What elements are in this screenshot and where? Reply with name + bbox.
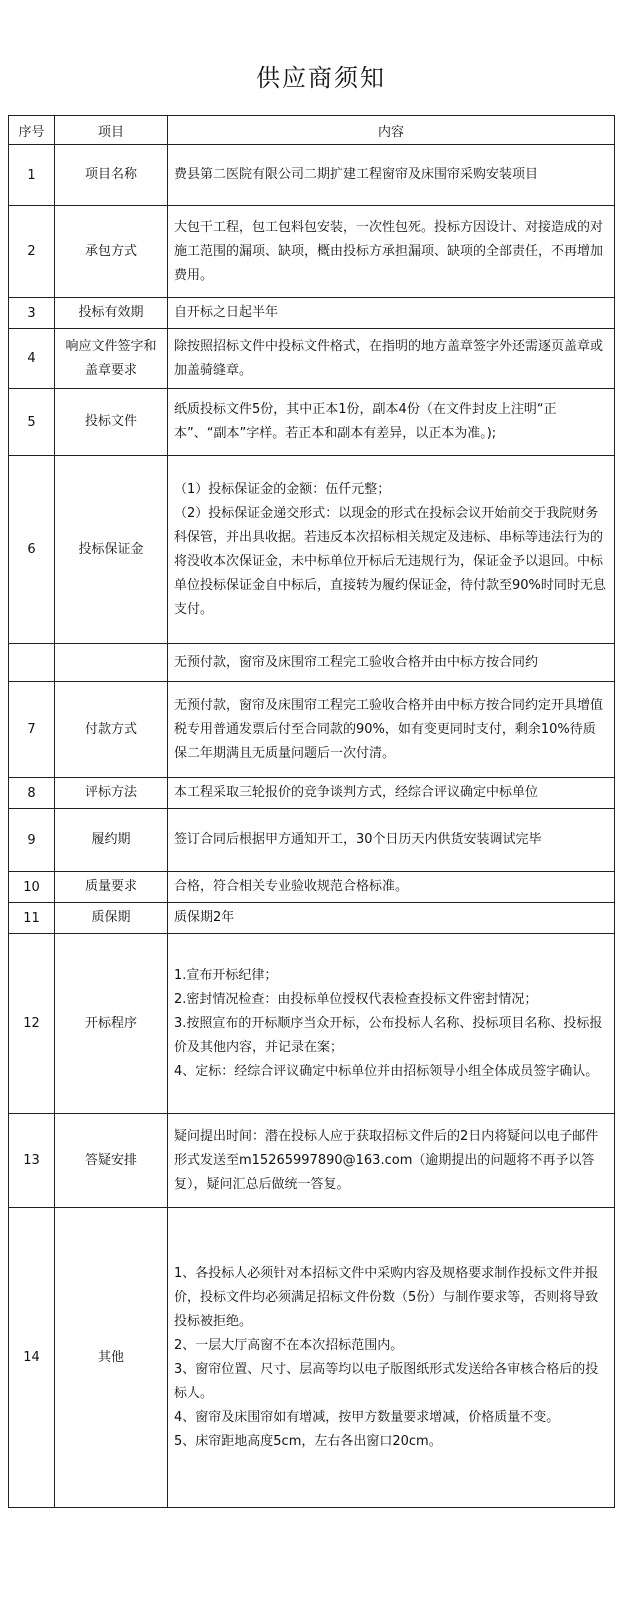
content-paragraph: （2）投标保证金递交形式：以现金的形式在投标会议开始前交于我院财务科保管，并出具收据。若违反本次招标相关规定及违标、串标等违法行为的将没收本次保证金，未中标单位开标后无违规行为，保证金予以退回。中标单位投标保证金自中标后，直接转为履约保证金，待付款至90%时同时无息支付。	[174, 505, 606, 617]
row-item	[55, 644, 168, 682]
content-paragraph: 无预付款，窗帘及床围帘工程完工验收合格并由中标方按合同约	[174, 654, 539, 670]
row-content	[168, 809, 615, 872]
row-number: 9	[9, 809, 55, 872]
row-item: 评标方法	[55, 778, 168, 809]
row-content	[168, 778, 615, 809]
content-paragraph: 自开标之日起半年	[174, 305, 279, 320]
row-content	[168, 903, 615, 934]
content-paragraph: 2.密封情况检查：由投标单位授权代表检查投标文件密封情况；	[174, 991, 538, 1007]
table-header-row	[9, 116, 615, 145]
row-number: 4	[9, 329, 55, 389]
content-paragraph: （1）投标保证金的金额：伍仟元整；	[174, 481, 391, 497]
header-item: 项目	[55, 116, 168, 145]
table-row	[9, 206, 615, 298]
row-number: 2	[9, 206, 55, 298]
row-content	[168, 682, 615, 778]
table-row	[9, 145, 615, 206]
row-number: 8	[9, 778, 55, 809]
row-item: 付款方式	[55, 682, 168, 778]
header-seq: 序号	[9, 116, 55, 145]
table-row	[9, 298, 615, 329]
content-paragraph: 1、各投标人必须针对本招标文件中采购内容及规格要求制作投标文件并报价，投标文件均必须满足招标文件份数（5份）与制作要求等，否则将导致投标被拒绝。	[174, 1265, 599, 1329]
content-paragraph: 签订合同后根据甲方通知开工，30个日历天内供货安装调试完毕	[174, 832, 542, 847]
row-content	[168, 389, 615, 456]
content-paragraph: 费县第二医院有限公司二期扩建工程窗帘及床围帘采购安装项目	[174, 167, 539, 182]
row-content	[168, 1208, 615, 1508]
table-row	[9, 389, 615, 456]
content-paragraph: 质保期2年	[174, 910, 235, 925]
row-item: 其他	[55, 1208, 168, 1508]
content-paragraph: 3、窗帘位置、尺寸、层高等均以电子版图纸形式发送给各审核合格后的投标人。	[174, 1361, 599, 1401]
content-paragraph: 无预付款，窗帘及床围帘工程完工验收合格并由中标方按合同约定开具增值税专用普通发票后付至合同款的90%，如有变更同时支付，剩余10%待质保二年期满且无质量问题后一次付清。	[174, 697, 604, 761]
table-row	[9, 934, 615, 1114]
row-item: 投标有效期	[55, 298, 168, 329]
table-row	[9, 1208, 615, 1508]
table-row	[9, 456, 615, 644]
row-content	[168, 145, 615, 206]
document-title: 供应商须知	[256, 64, 386, 92]
content-paragraph: 本工程采取三轮报价的竞争谈判方式，经综合评议确定中标单位	[174, 785, 539, 800]
row-content	[168, 934, 615, 1114]
table-row	[9, 682, 615, 778]
row-content	[168, 206, 615, 298]
row-number: 11	[9, 903, 55, 934]
content-paragraph: 4、窗帘及床围帘如有增减，按甲方数量要求增减，价格质量不变。	[174, 1409, 560, 1425]
row-number: 12	[9, 934, 55, 1114]
supplier-notice-table	[8, 115, 615, 1508]
row-item: 项目名称	[55, 145, 168, 206]
row-number: 10	[9, 872, 55, 903]
row-content	[168, 872, 615, 903]
row-item: 响应文件签字和盖章要求	[55, 329, 168, 389]
row-content	[168, 644, 615, 682]
table-row	[9, 809, 615, 872]
content-paragraph: 疑问提出时间：潜在投标人应于获取招标文件后的2日内将疑问以电子邮件形式发送至m15265997890@163.com（逾期提出的问题将不再予以答复），疑问汇总后做统一答复。	[174, 1128, 599, 1192]
content-paragraph: 纸质投标文件5份，其中正本1份，副本4份（在文件封皮上注明“正本”、“副本”字样。若正本和副本有差异，以正本为准。);	[174, 402, 557, 441]
row-item: 投标保证金	[55, 456, 168, 644]
row-item: 质保期	[55, 903, 168, 934]
row-item: 履约期	[55, 809, 168, 872]
content-paragraph: 大包干工程，包工包料包安装，一次性包死。投标方因设计、对接造成的对施工范围的漏项、缺项，概由投标方承担漏项、缺项的全部责任，不再增加费用。	[174, 219, 604, 283]
content-paragraph: 合格，符合相关专业验收规范合格标准。	[174, 879, 409, 894]
row-content	[168, 1114, 615, 1208]
row-number: 3	[9, 298, 55, 329]
row-item: 质量要求	[55, 872, 168, 903]
content-paragraph: 除按照招标文件中投标文件格式，在指明的地方盖章签字外还需逐页盖章或加盖骑缝章。	[174, 338, 604, 378]
row-content	[168, 329, 615, 389]
row-number: 5	[9, 389, 55, 456]
content-paragraph: 1.宣布开标纪律；	[174, 967, 278, 983]
content-paragraph: 4、定标：经综合评议确定中标单位并由招标领导小组全体成员签字确认。	[174, 1063, 599, 1079]
row-item: 投标文件	[55, 389, 168, 456]
row-number: 7	[9, 682, 55, 778]
header-content: 内容	[168, 116, 615, 145]
content-paragraph: 3.按照宣布的开标顺序当众开标，公布投标人名称、投标项目名称、投标报价及其他内容，并记录在案；	[174, 1015, 603, 1055]
table-row	[9, 1114, 615, 1208]
row-number: 14	[9, 1208, 55, 1508]
row-item: 答疑安排	[55, 1114, 168, 1208]
table-row	[9, 778, 615, 809]
row-number: 1	[9, 145, 55, 206]
content-paragraph: 5、床帘距地高度5cm，左右各出窗口20cm。	[174, 1433, 442, 1449]
table-row	[9, 329, 615, 389]
table-row	[9, 644, 615, 682]
row-item: 承包方式	[55, 206, 168, 298]
row-item: 开标程序	[55, 934, 168, 1114]
row-number	[9, 644, 55, 682]
row-content	[168, 298, 615, 329]
table-row	[9, 903, 615, 934]
table-row	[9, 872, 615, 903]
row-content	[168, 456, 615, 644]
row-number: 13	[9, 1114, 55, 1208]
content-paragraph: 2、一层大厅高窗不在本次招标范围内。	[174, 1337, 404, 1353]
row-number: 6	[9, 456, 55, 644]
